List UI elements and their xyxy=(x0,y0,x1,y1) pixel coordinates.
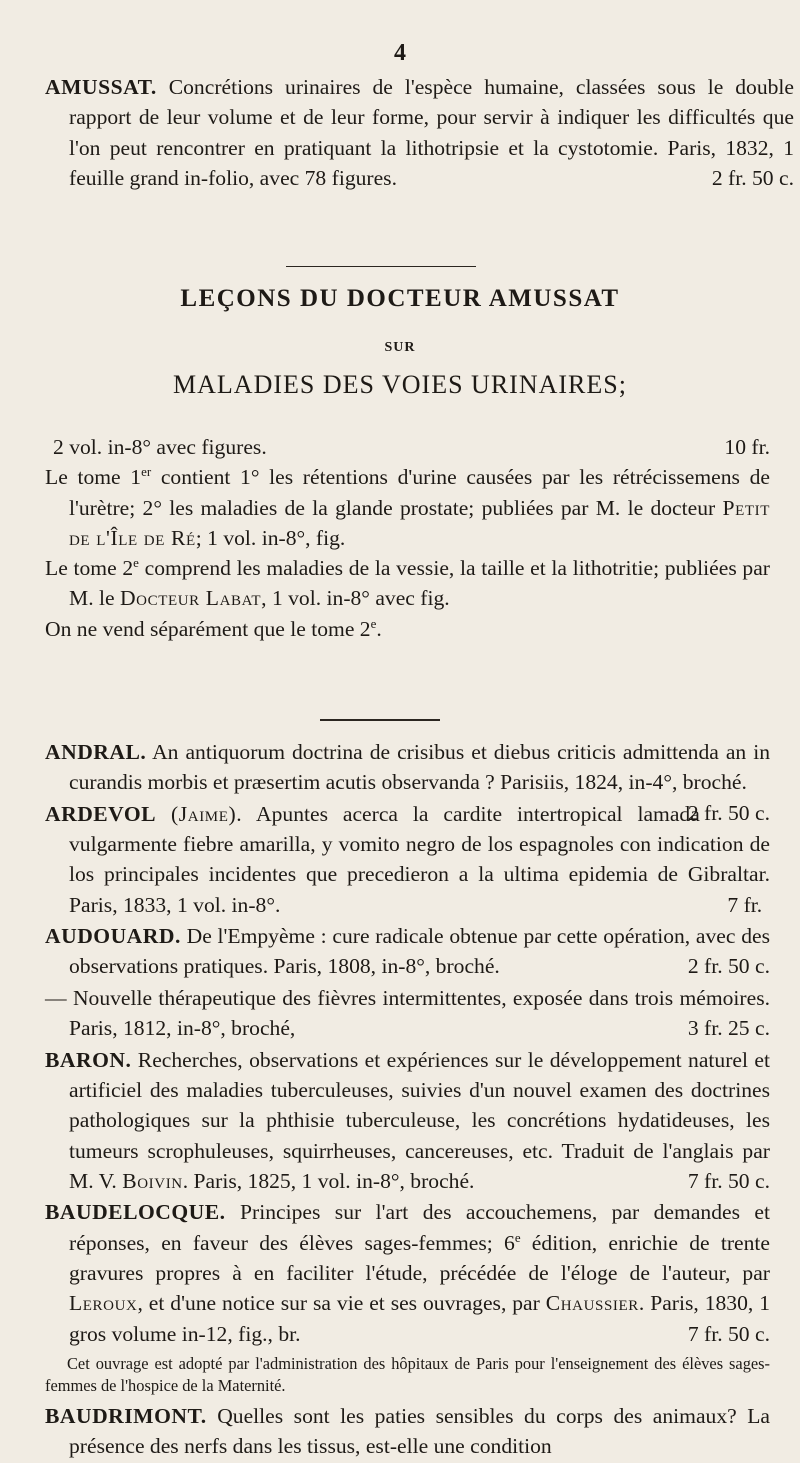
lecons-note xyxy=(45,614,770,644)
entry-text: Quelles sont les paties sensibles du corps des animaux? La présence des nerfs dans les tissus, est-elle une condition xyxy=(69,1403,770,1459)
lecons-note-a: On ne vend séparément que le tome 2 xyxy=(45,616,371,641)
entry-text: Concrétions urinaires de l'espèce humaine, classées sous le double rapport de leur volume et de leur forme, pour servir à indiquer les difficultés que l'on peut rencontrer en pratiquant la lithotripsie et la cystotomie. Paris, 1832, 1 feuille grand in-folio, avec 78 figures. xyxy=(69,75,795,190)
lecons-tome-1 xyxy=(45,462,770,553)
entry-notice-author: Chaussier xyxy=(545,1291,639,1316)
page-number: 4 xyxy=(394,40,406,66)
entry-price: 7 fr. 50 c. xyxy=(687,1168,770,1193)
lecons-note-sup: e xyxy=(370,615,377,631)
entry-text-d: . Paris, 1830, 1 gros volume in-12, fig., br. xyxy=(69,1291,771,1346)
tome2-author: Docteur Labat xyxy=(119,586,262,611)
entries-list xyxy=(45,737,770,1463)
entry-author: ARDEVOL xyxy=(45,801,157,826)
entry-audouard xyxy=(45,921,770,982)
entry-baudelocque xyxy=(45,1197,770,1348)
lecons-subtitle: MALADIES DES VOIES URINAIRES; xyxy=(173,370,627,399)
tome1-text-c: ; 1 vol. in-8°, fig. xyxy=(195,525,346,550)
lecons-sur: SUR xyxy=(384,340,416,355)
entry-author: BAUDRIMONT. xyxy=(45,1403,207,1428)
entry-text: Apuntes acerca la cardite intertropical lamada vulgarmente fiebre amarilla, y vomito negro de los espagnoles con indication de los principales incidentes que precedieron a la ultima epidemia de Gibraltar. Paris, 1833, 1 vol. in-8°. xyxy=(69,801,770,917)
entry-text: Nouvelle thérapeutique des fièvres intermittentes, exposée dans trois mémoires. Paris, 1812, in-8°, broché, xyxy=(69,985,770,1041)
lecons-format-line xyxy=(45,432,770,462)
entry-text-c: , et d'une notice sur sa vie et ses ouvrages, par xyxy=(137,1291,546,1316)
entry-author: ANDRAL. xyxy=(45,740,147,764)
tome1-text-a: Le tome 1 xyxy=(45,465,142,490)
entry-text-b: édition, enrichie de trente gravures propres à en faciliter l'étude, précédée de l'éloge de l'auteur, par xyxy=(69,1230,770,1285)
entry-price: 7 fr. xyxy=(727,892,763,917)
lecons-tome-2 xyxy=(45,553,770,614)
entry-text: An antiquorum doctrina de crisibus et diebus criticis admittenda an in curandis morbis et præsertim acutis observanda ? Parisiis, 1824, in-4°, broché. xyxy=(69,740,770,795)
entry-author: BAUDELOCQUE. xyxy=(45,1200,226,1225)
entry-baron xyxy=(45,1045,770,1196)
entry-amussat xyxy=(45,72,794,193)
tome1-text-b: contient 1° les rétentions d'urine causées par les rétrécissemens de l'urètre; 2° les maladies de la glande prostate; publiées par M. le docteur xyxy=(69,465,770,520)
lecons-note-b: . xyxy=(376,616,382,641)
entry-translator: Boivin xyxy=(122,1168,183,1193)
tome2-sup: e xyxy=(133,555,139,570)
entry-firstname: (Jaime). xyxy=(170,801,243,826)
entry-author: BARON. xyxy=(45,1047,132,1072)
entry-price: 2 fr. 50 c. xyxy=(711,165,794,190)
entry-audouard-2 xyxy=(45,983,770,1044)
separator-rule xyxy=(286,266,476,267)
entry-text: De l'Empyème : cure radicale obtenue par cette opération, avec des observations pratiques. Paris, 1808, in-8°, broché. xyxy=(69,924,770,979)
entry-baudelocque-note: Cet ouvrage est adopté par l'administration des hôpitaux de Paris pour l'enseignement des élèves sages-femmes de l'hospice de la Maternité. xyxy=(45,1353,770,1395)
tome2-text-b: comprend les maladies de la vessie, la taille et la lithotritie; publiées par M. le xyxy=(69,556,771,611)
entry-ardevol xyxy=(45,799,770,920)
entry-baudrimont xyxy=(45,1401,770,1462)
entry-author: AMUSSAT. xyxy=(45,75,157,99)
tome1-sup: er xyxy=(141,464,152,480)
entry-sup: e xyxy=(514,1229,521,1245)
tome1-author: Petit de l'Île de Ré xyxy=(69,495,770,550)
entry-price: 2 fr. 50 c. xyxy=(687,800,770,825)
entry-price: 2 fr. 50 c. xyxy=(687,954,770,979)
lecons-title: LEÇONS DU DOCTEUR AMUSSAT xyxy=(180,285,620,312)
lecons-format: 2 vol. in-8° avec figures. xyxy=(53,435,267,459)
entry-eloge-author: Leroux xyxy=(69,1291,138,1316)
separator-rule xyxy=(320,719,440,721)
entry-author: AUDOUARD. xyxy=(45,924,181,949)
lecons-price: 10 fr. xyxy=(724,435,770,459)
entry-price: 7 fr. 50 c. xyxy=(687,1321,770,1346)
entry-dash: — xyxy=(45,985,67,1010)
lecons-details xyxy=(45,432,770,644)
tome2-text-c: , 1 vol. in-8° avec fig. xyxy=(261,586,450,611)
entry-text-a: Principes sur l'art des accouchemens, par demandes et réponses, en faveur des élèves sages-femmes; 6 xyxy=(69,1200,770,1255)
tome2-text-a: Le tome 2 xyxy=(45,556,134,581)
entry-text-end: . Paris, 1825, 1 vol. in-8°, broché. xyxy=(182,1168,475,1193)
entry-text: Recherches, observations et expériences sur le développement naturel et artificiel des maladies tuberculeuses, suivies d'un nouvel examen des doctrines pathologiques sur la phthisie tuberculeuse, les concrétions hydatideuses, les tumeurs scrophuleuses, squirrheuses, cancereuses, etc. Traduit de l'anglais par M. V. xyxy=(69,1047,770,1193)
entry-price: 3 fr. 25 c. xyxy=(687,1016,770,1041)
